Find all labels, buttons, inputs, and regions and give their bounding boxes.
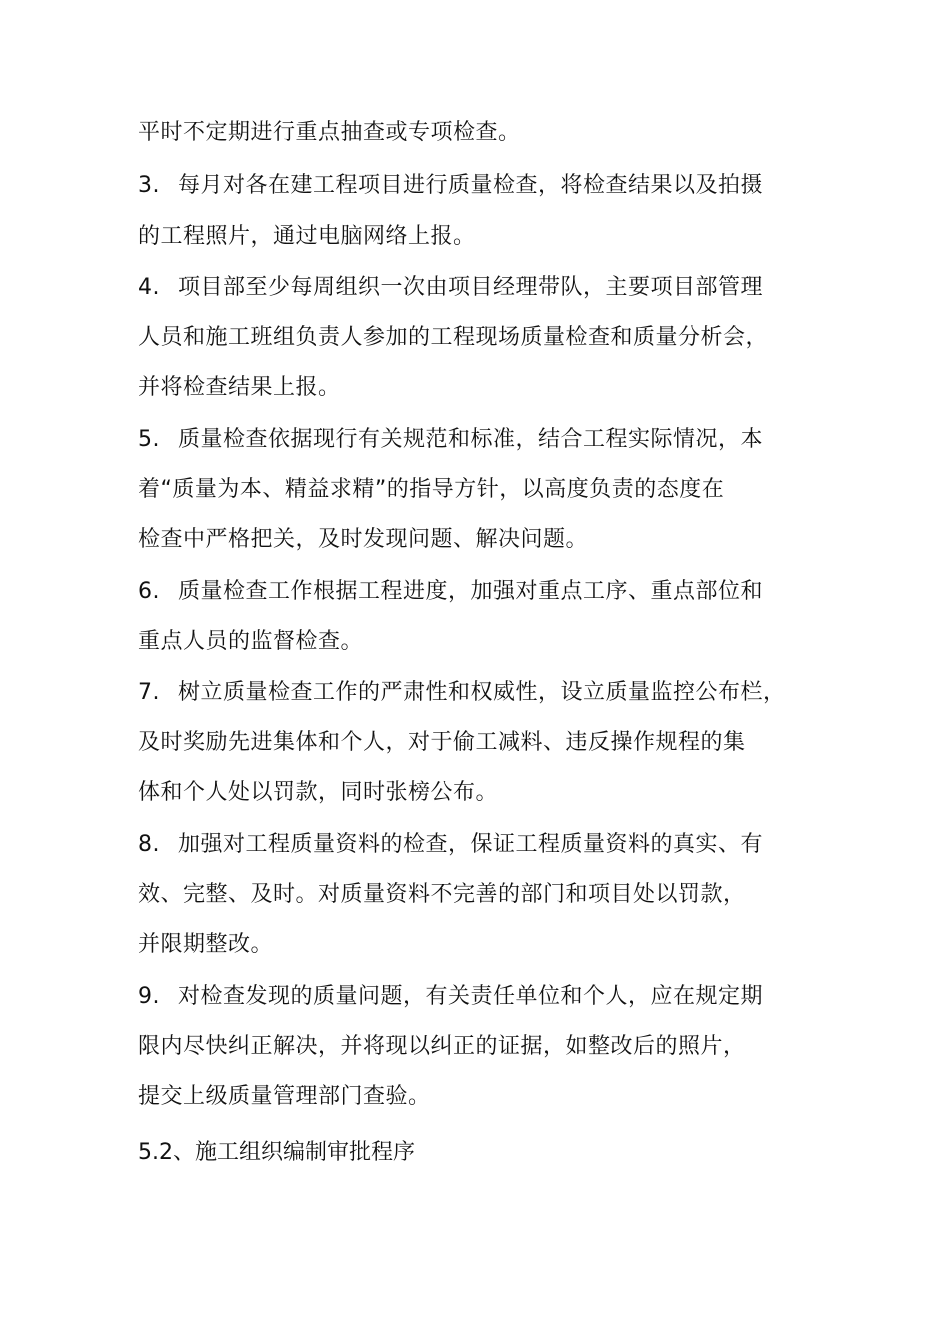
item-7-text-3: 体和个人处以罚款，同时张榜公布。: [138, 780, 499, 805]
item-9-text-3: 提交上级质量管理部门查验。: [138, 1084, 431, 1109]
item-6-line-1: [138, 577, 763, 607]
item-9-text-2: 限内尽快纠正解决，并将现以纠正的证据，如整改后的照片，: [138, 1034, 746, 1059]
intro-line: 平时不定期进行重点抽查或专项检查。: [138, 120, 521, 145]
item-3-number: 3.: [138, 173, 160, 198]
item-5-text-2: 着“质量为本、精益求精”的指导方针，以高度负责的态度在: [138, 477, 725, 502]
item-4-line-1: [138, 273, 763, 303]
item-9-text-1: 对检查发现的质量问题，有关责任单位和个人，应在规定期: [178, 984, 764, 1009]
item-7-text-1: 树立质量检查工作的严肃性和权威性，设立质量监控公布栏，: [178, 680, 786, 705]
item-8-text-2: 效、完整、及时。对质量资料不完善的部门和项目处以罚款，: [138, 882, 746, 907]
item-5-number: 5.: [138, 427, 160, 452]
item-9-line-1: [138, 982, 763, 1012]
item-3-text-2: 的工程照片，通过电脑网络上报。: [138, 224, 476, 249]
item-4-text-2: 人员和施工班组负责人参加的工程现场质量检查和质量分析会，: [138, 325, 769, 350]
item-4-number: 4.: [138, 275, 160, 300]
item-4-text-3: 并将检查结果上报。: [138, 375, 341, 400]
item-4-text-1: 项目部至少每周组织一次由项目经理带队，主要项目部管理: [178, 275, 764, 300]
item-7-number: 7.: [138, 680, 160, 705]
item-8-number: 8.: [138, 832, 160, 857]
item-7-text-2: 及时奖励先进集体和个人，对于偷工减料、违反操作规程的集: [138, 730, 746, 755]
item-6-number: 6.: [138, 579, 160, 604]
item-5-text-1: 质量检查依据现行有关规范和标准，结合工程实际情况，本: [178, 427, 764, 452]
item-7-line-1: [138, 678, 786, 708]
item-6-text-2: 重点人员的监督检查。: [138, 629, 364, 654]
item-5-line-1: [138, 425, 763, 455]
item-8-line-1: [138, 830, 763, 860]
item-3-line-1: [138, 171, 763, 201]
item-3-text-1: 每月对各在建工程项目进行质量检查，将检查结果以及拍摄: [178, 173, 764, 198]
item-6-text-1: 质量检查工作根据工程进度，加强对重点工序、重点部位和: [178, 579, 764, 604]
item-9-number: 9.: [138, 984, 160, 1009]
item-8-text-3: 并限期整改。: [138, 932, 274, 957]
item-8-text-1: 加强对工程质量资料的检查，保证工程质量资料的真实、有: [178, 832, 764, 857]
item-5-text-3: 检查中严格把关，及时发现问题、解决问题。: [138, 527, 589, 552]
section-heading: 5.2、施工组织编制审批程序: [138, 1140, 415, 1165]
